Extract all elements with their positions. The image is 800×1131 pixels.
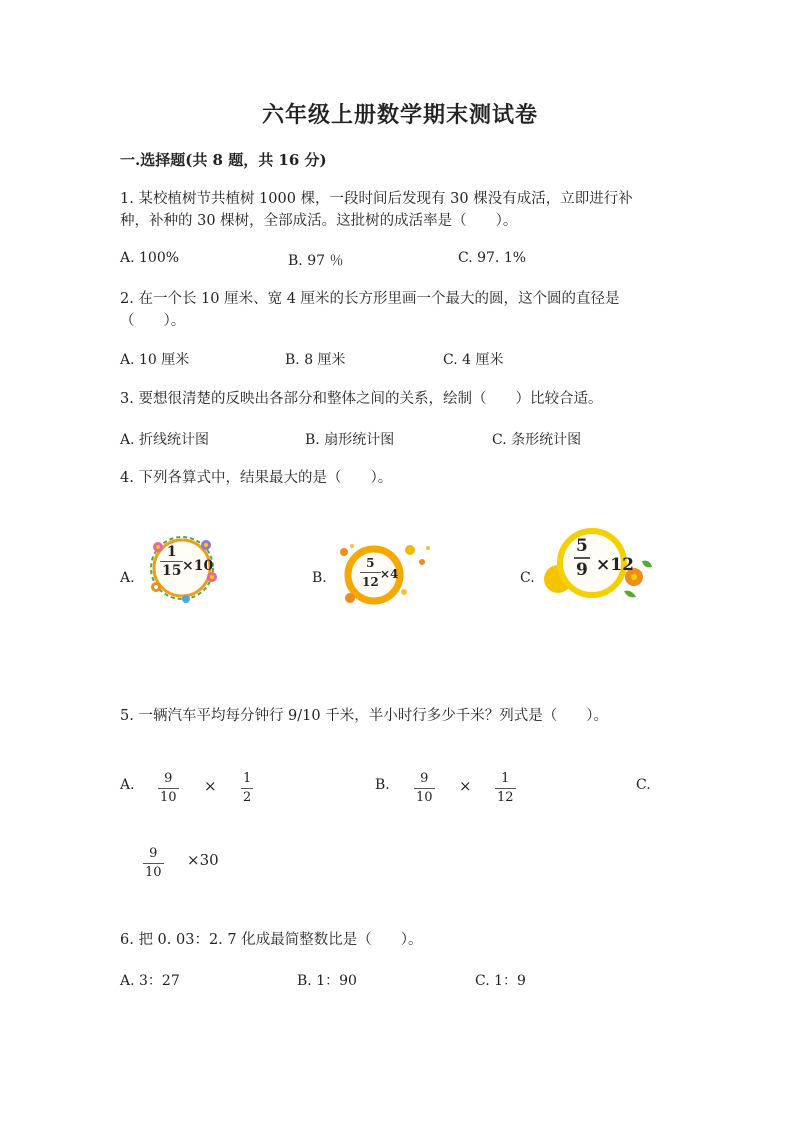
question-4-line-1: 4. 下列各算式中，结果最大的是（ ）。: [120, 470, 393, 486]
question-6-option-a[interactable]: A. 3：27: [120, 973, 180, 989]
q5-b-fraction-2: 1 12: [497, 771, 514, 805]
multiplier-a: ×10: [182, 558, 214, 574]
question-4-image-c[interactable]: [540, 525, 658, 605]
question-6-option-c[interactable]: C. 1：9: [475, 973, 526, 989]
question-3-option-b[interactable]: B. 扇形统计图: [305, 432, 395, 448]
q5-a-fraction-1: 9 10: [160, 771, 177, 805]
question-6-line-1: 6. 把 0. 03：2. 7 化成最简整数比是（ ）。: [120, 932, 423, 948]
question-2-line-1: 2. 在一个长 10 厘米、宽 4 厘米的长方形里画一个最大的圆，这个圆的直径是: [120, 291, 620, 307]
q5-b-fraction-1: 9 10: [416, 771, 433, 805]
question-2-option-b[interactable]: B. 8 厘米: [285, 352, 346, 368]
question-3-option-c[interactable]: C. 条形统计图: [492, 432, 582, 448]
fraction-b: 5 12: [362, 556, 379, 589]
question-3-line-1: 3. 要想很清楚的反映出各部分和整体之间的关系，绘制（ ）比较合适。: [120, 391, 603, 407]
section-heading: 一.选择题(共 8 题，共 16 分): [120, 151, 327, 169]
multiplier-b: ×4: [380, 567, 399, 581]
question-2-option-c[interactable]: C. 4 厘米: [443, 352, 504, 368]
fraction-c: 5 9: [576, 536, 588, 580]
q5-a-times: ×: [204, 777, 217, 795]
question-1-option-a[interactable]: A. 100%: [120, 250, 180, 266]
q5-b-times: ×: [459, 777, 472, 795]
question-1-option-b[interactable]: B. 97 ％: [288, 253, 344, 269]
question-4-option-b[interactable]: B.: [312, 570, 327, 586]
question-4-image-b[interactable]: [330, 540, 438, 606]
question-4-option-a[interactable]: A.: [120, 570, 135, 586]
fraction-a: 1 15: [162, 544, 182, 579]
question-5-option-c[interactable]: C.: [636, 777, 651, 793]
multiplier-c: ×12: [596, 555, 634, 575]
question-2-line-2: （ ）。: [120, 313, 186, 329]
question-1-line-2: 种，补种的 30 棵树，全部成活。这批树的成活率是（ ）。: [120, 213, 518, 229]
question-5-line-1: 5. 一辆汽车平均每分钟行 9/10 千米，半小时行多少千米？列式是（ ）。: [120, 708, 608, 724]
q5-a-fraction-2: 1 2: [243, 771, 252, 805]
question-5-option-a[interactable]: A.: [120, 777, 135, 793]
question-4-option-c[interactable]: C.: [520, 570, 535, 586]
question-1-option-c[interactable]: C. 97. 1%: [458, 250, 527, 266]
page-title: 六年级上册数学期末测试卷: [261, 102, 538, 128]
question-6-option-b[interactable]: B. 1：90: [297, 973, 357, 989]
question-1-line-1: 1. 某校植树节共植树 1000 棵，一段时间后发现有 30 棵没有成活，立即进行补: [120, 191, 633, 207]
q5-c-fraction: 9 10: [145, 846, 162, 880]
question-4-image-a[interactable]: [142, 533, 222, 603]
question-5-option-b[interactable]: B.: [375, 777, 390, 793]
q5-c-multiplier: ×30: [187, 851, 219, 869]
question-3-option-a[interactable]: A. 折线统计图: [120, 432, 210, 448]
question-2-option-a[interactable]: A. 10 厘米: [120, 352, 190, 368]
